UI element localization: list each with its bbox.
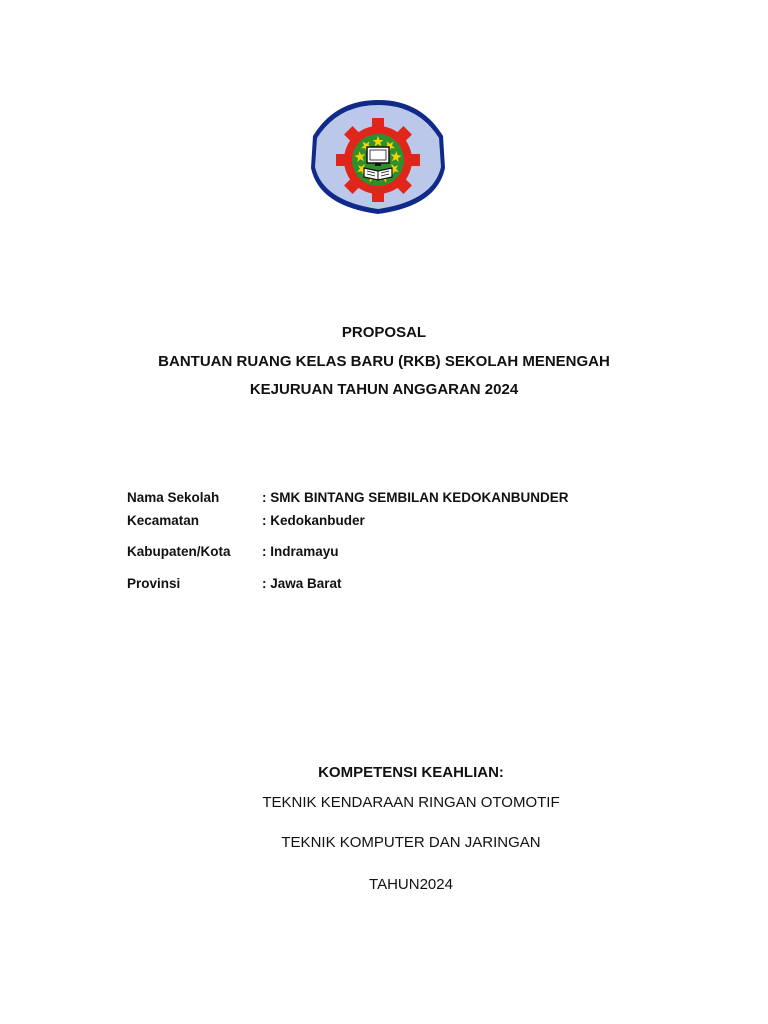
kompetensi-heading: KOMPETENSI KEAHLIAN:	[318, 764, 504, 781]
year-label: TAHUN2024	[369, 876, 453, 893]
info-label: Nama Sekolah	[127, 490, 220, 505]
info-value: : Kedokanbuder	[262, 513, 365, 528]
info-label: Provinsi	[127, 576, 181, 591]
info-label: Kabupaten/Kota	[127, 544, 231, 559]
school-logo	[305, 98, 451, 218]
title-line-program: BANTUAN RUANG KELAS BARU (RKB) SEKOLAH MENENGAH	[158, 353, 610, 370]
monitor-icon	[367, 147, 389, 166]
gear-icon	[336, 118, 420, 202]
kompetensi-item: TEKNIK KOMPUTER DAN JARINGAN	[281, 834, 541, 851]
info-value: : Indramayu	[262, 544, 339, 559]
school-logo-emblem	[305, 98, 451, 218]
info-label: Kecamatan	[127, 513, 200, 528]
info-value: : Jawa Barat	[262, 576, 342, 591]
info-value: : SMK BINTANG SEMBILAN KEDOKANBUNDER	[262, 490, 569, 505]
title-line-year: KEJURUAN TAHUN ANGGARAN 2024	[249, 381, 519, 398]
kompetensi-item: TEKNIK KENDARAAN RINGAN OTOMOTIF	[262, 794, 560, 811]
title-line-proposal: PROPOSAL	[341, 324, 427, 341]
